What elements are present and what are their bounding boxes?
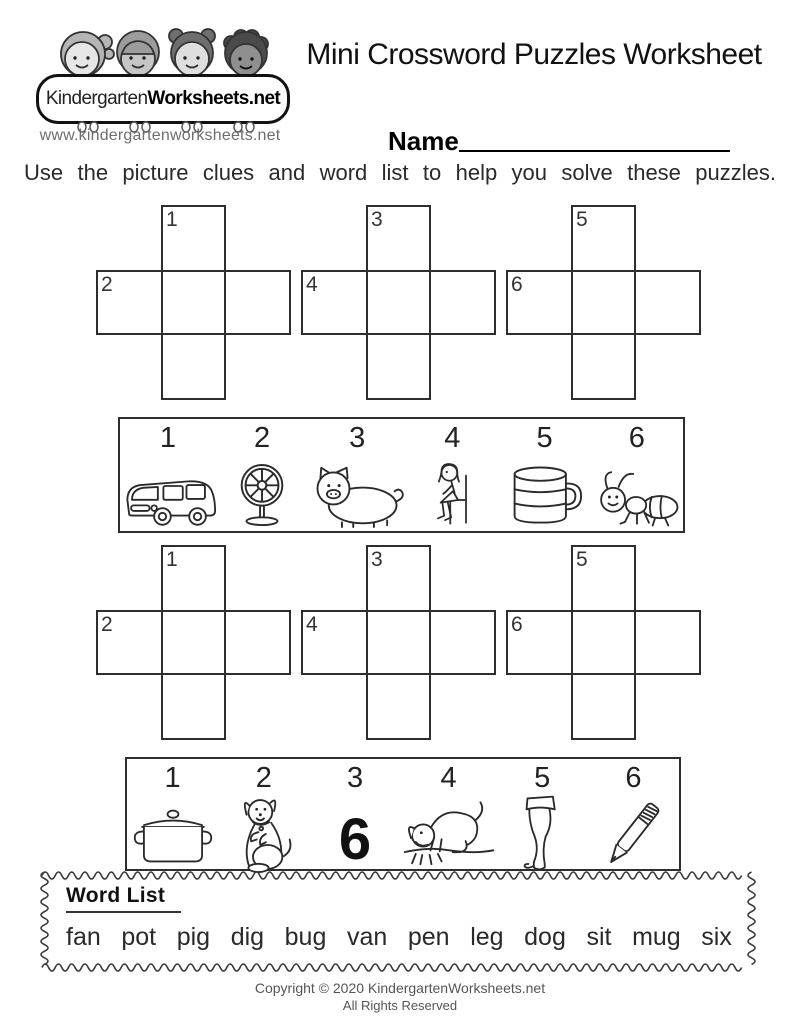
clue-number: 1	[159, 422, 177, 454]
picture-clue-strip-2	[125, 757, 681, 871]
word-list-heading: Word List	[66, 884, 181, 913]
fan-icon	[231, 453, 293, 531]
across-word-cells	[96, 610, 291, 675]
pig-icon	[308, 453, 406, 531]
across-clue-number: 2	[101, 613, 113, 636]
clue-item	[499, 419, 591, 531]
word: pen	[407, 923, 450, 951]
bug-icon	[591, 453, 683, 531]
clue-item	[497, 759, 588, 869]
word: pot	[121, 923, 157, 951]
clue-item	[218, 759, 309, 869]
clue-number: 5	[534, 762, 551, 794]
word: pig	[176, 923, 211, 951]
clue-number: 4	[444, 422, 461, 454]
across-clue-number: 6	[511, 613, 523, 636]
clue-number: 1	[164, 762, 181, 794]
instruction-text: Use the picture clues and word list to help you solve these puzzles.	[24, 160, 776, 185]
crossword-puzzle-6	[506, 545, 701, 740]
name-blank-line	[459, 150, 730, 152]
across-clue-number: 4	[306, 273, 318, 296]
word: mug	[632, 923, 681, 951]
across-word-cells	[506, 610, 701, 675]
name-label: Name	[388, 126, 459, 156]
across-word-cells	[506, 270, 701, 335]
word: dig	[230, 923, 265, 951]
down-clue-number: 1	[166, 548, 178, 571]
crossword-puzzle-5	[301, 545, 496, 740]
crossword-puzzle-4	[96, 545, 291, 740]
across-clue-number: 6	[511, 273, 523, 296]
clue-item	[309, 759, 400, 872]
crossword-puzzle-3	[506, 205, 701, 400]
word-list-box	[40, 871, 756, 972]
across-clue-number: 4	[306, 613, 318, 636]
down-clue-number: 1	[166, 208, 178, 231]
down-clue-number: 5	[576, 548, 588, 571]
across-clue-number: 2	[101, 273, 113, 296]
word: leg	[470, 923, 504, 951]
logo-text-bold: Worksheets.net	[147, 88, 281, 109]
page-title: Mini Crossword Puzzles Worksheet	[306, 38, 762, 71]
pen-icon	[603, 793, 663, 878]
footer	[0, 980, 800, 1013]
van-icon	[120, 453, 216, 531]
down-clue-number: 3	[371, 208, 383, 231]
word: dog	[524, 923, 566, 951]
logo-text-regular: Kindergarten	[45, 88, 148, 109]
word: fan	[66, 923, 101, 951]
leg-icon	[516, 793, 568, 876]
clue-item	[308, 419, 406, 531]
crossword-puzzle-1	[96, 205, 291, 400]
clue-item	[216, 419, 308, 531]
logo-sign	[36, 74, 290, 124]
name-field	[388, 128, 730, 154]
site-url: www.kindergartenworksheets.net	[39, 127, 281, 144]
word-list-words	[66, 923, 732, 952]
word: sit	[586, 923, 612, 951]
clue-item	[401, 759, 497, 869]
clue-item	[588, 759, 679, 869]
clue-number: 3	[349, 422, 366, 454]
clue-number: 6	[628, 422, 645, 454]
rights-text: All Rights Reserved	[342, 998, 458, 1013]
word: van	[346, 923, 388, 951]
across-word-cells	[96, 270, 291, 335]
picture-clue-strip-1	[118, 417, 685, 533]
six-numeral-icon: 6	[338, 806, 372, 872]
clue-number: 4	[440, 762, 457, 794]
across-word-cells	[301, 610, 496, 675]
clue-item	[120, 419, 216, 531]
clue-item	[127, 759, 218, 869]
clue-number: 6	[625, 762, 642, 794]
dig-icon	[401, 793, 497, 870]
crossword-puzzle-2	[301, 205, 496, 400]
across-word-cells	[301, 270, 496, 335]
word: bug	[284, 923, 327, 951]
clue-number: 3	[346, 762, 364, 794]
sit-icon	[425, 453, 479, 531]
word: six	[701, 923, 732, 951]
clue-number: 5	[536, 422, 553, 454]
clue-number: 2	[254, 422, 271, 454]
clue-number: 2	[255, 762, 272, 794]
mug-icon	[507, 453, 583, 531]
down-clue-number: 3	[371, 548, 383, 571]
down-clue-number: 5	[576, 208, 588, 231]
clue-item	[591, 419, 683, 531]
copyright-text: Copyright © 2020 KindergartenWorksheets.net	[254, 980, 546, 996]
dog-icon	[231, 793, 297, 878]
clue-item	[406, 419, 498, 531]
kids-logo-icon	[56, 28, 272, 80]
pot-icon	[129, 793, 217, 869]
